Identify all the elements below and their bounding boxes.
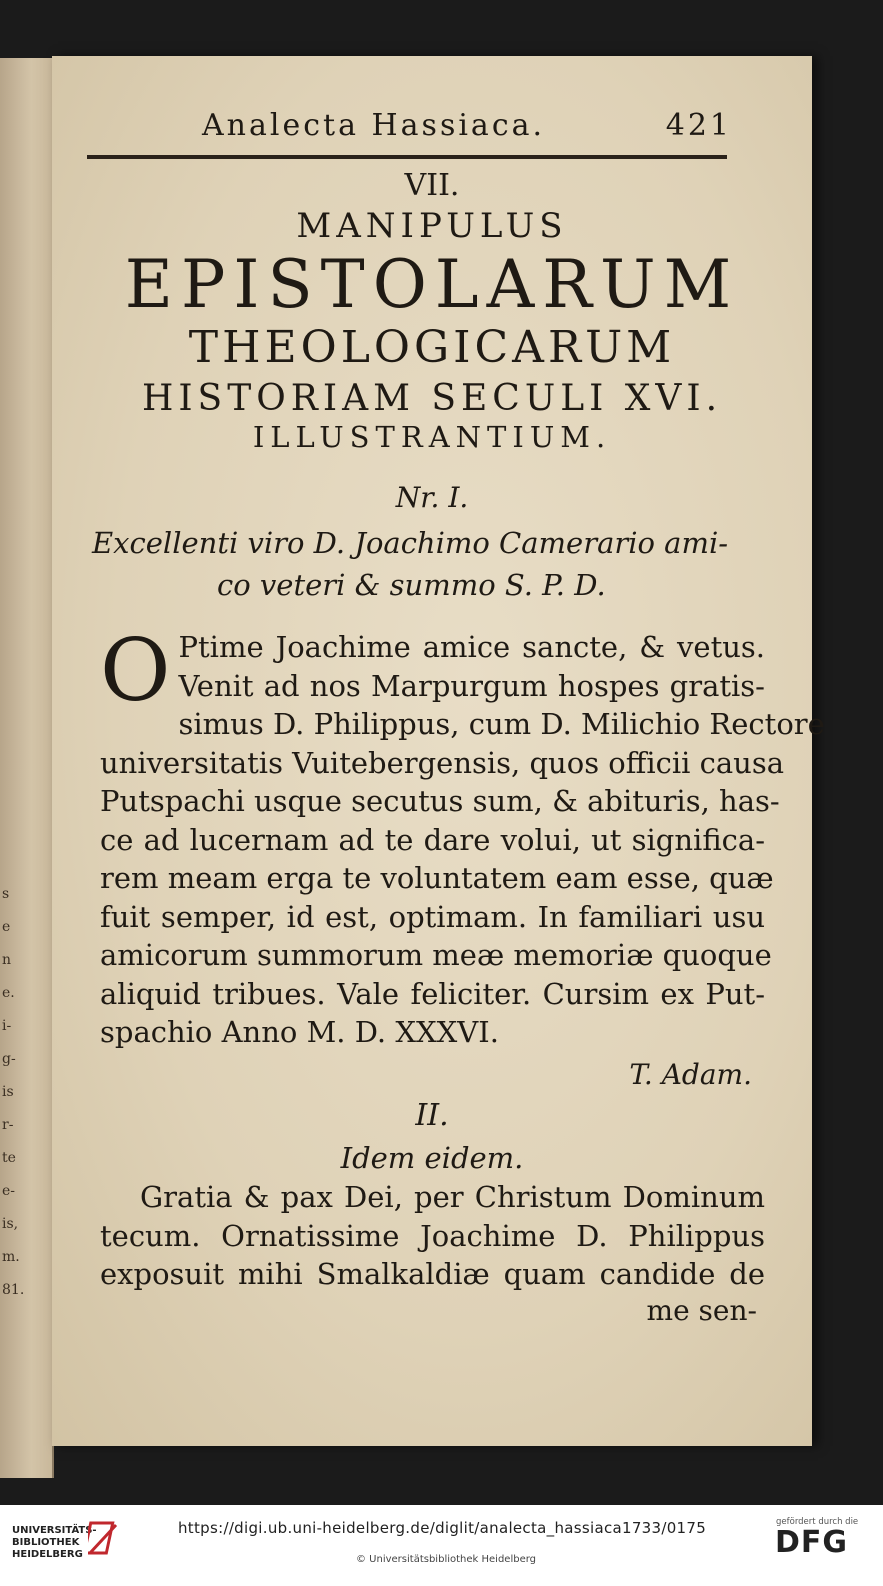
page-number: 421 bbox=[665, 108, 732, 143]
letter-2-body bbox=[100, 1178, 765, 1294]
fragment: m. bbox=[2, 1249, 20, 1265]
text-line: tecum. Ornatissime Joachime D. Philippus bbox=[100, 1218, 765, 1253]
catchword: me sen- bbox=[646, 1294, 757, 1327]
text-line: amicorum summorum meæ memoriæ quoque bbox=[100, 938, 772, 972]
fragment: i- bbox=[2, 1018, 12, 1034]
text-line: simus D. Philippus, cum D. Milichio Rectore bbox=[178, 707, 825, 741]
drop-cap: O bbox=[100, 621, 171, 721]
letter-address-line-2: co veteri & summo S. P. D. bbox=[217, 568, 606, 602]
funding-label: gefördert durch die bbox=[776, 1517, 859, 1527]
title-line-2: EPISTOLARUM bbox=[124, 246, 740, 323]
library-name-line: HEIDELBERG bbox=[12, 1549, 83, 1560]
fragment: e- bbox=[2, 1183, 16, 1199]
fragment: r- bbox=[2, 1117, 14, 1133]
dfg-logo[interactable]: DFG bbox=[775, 1525, 849, 1560]
text-line: rem meam erga te voluntatem eam esse, quæ bbox=[100, 861, 774, 895]
title-line-1: MANIPULUS bbox=[296, 206, 568, 246]
permalink-url[interactable]: https://digi.ub.uni-heidelberg.de/diglit/analecta_hassiaca1733/0175 bbox=[178, 1519, 707, 1537]
library-name-line: UNIVERSITÄTS- bbox=[12, 1525, 97, 1536]
fragment: is, bbox=[2, 1216, 19, 1232]
title-line-4: HISTORIAM SECULI XVI. bbox=[141, 378, 723, 419]
title-line-5: ILLUSTRANTIUM. bbox=[252, 420, 612, 454]
text-line: ce ad lucernam ad te dare volui, ut significa- bbox=[100, 822, 765, 857]
text-line: Venit ad nos Marpurgum hospes gratis- bbox=[178, 668, 765, 703]
library-name-line: BIBLIOTHEK bbox=[12, 1537, 80, 1548]
letter-address-2: Idem eidem. bbox=[340, 1141, 524, 1175]
fragment: e bbox=[2, 919, 11, 935]
fragment: e. bbox=[2, 985, 15, 1001]
text-line: Gratia & pax Dei, per Christum Dominum bbox=[140, 1180, 765, 1214]
fragment: s bbox=[2, 886, 10, 902]
letter-number-1: Nr. I. bbox=[395, 481, 469, 514]
previous-page-edge bbox=[0, 58, 54, 1478]
library-logo-icon bbox=[88, 1517, 120, 1561]
footer-bar bbox=[0, 1505, 883, 1586]
fragment: g- bbox=[2, 1051, 16, 1067]
letter-address-line-1: Excellenti viro D. Joachimo Camerario ami- bbox=[92, 526, 729, 560]
running-head bbox=[202, 108, 732, 148]
book-page bbox=[52, 56, 825, 1446]
header-rule bbox=[87, 155, 727, 159]
text-line: Putspachi usque secutus sum, & abituris, has- bbox=[100, 784, 780, 818]
copyright-notice: © Universitätsbibliothek Heidelberg bbox=[356, 1554, 537, 1565]
fragment: is bbox=[2, 1084, 14, 1100]
text-line: universitatis Vuitebergensis, quos officii causa bbox=[100, 745, 785, 780]
signature: T. Adam. bbox=[629, 1058, 752, 1091]
fragment: 81. bbox=[2, 1282, 25, 1298]
text-line: exposuit mihi Smalkaldiæ quam candide de bbox=[100, 1257, 765, 1291]
section-number: VII. bbox=[404, 168, 460, 203]
text-line: spachio Anno M. D. XXXVI. bbox=[100, 1015, 499, 1049]
text-line: fuit semper, id est, optimam. In familiari usu bbox=[100, 899, 765, 934]
running-title: Analecta Hassiaca. bbox=[202, 108, 546, 143]
fragment: te bbox=[2, 1150, 16, 1166]
previous-page-fragments bbox=[2, 878, 42, 1307]
letter-1-body bbox=[100, 621, 825, 1052]
text-line: Ptime Joachime amice sancte, & vetus. bbox=[178, 630, 765, 664]
fragment: n bbox=[2, 952, 12, 968]
letter-number-2: II. bbox=[415, 1098, 449, 1133]
library-logo-text[interactable] bbox=[12, 1525, 97, 1561]
text-line: aliquid tribues. Vale feliciter. Cursim ex Put- bbox=[100, 976, 765, 1011]
title-line-3: THEOLOGICARUM bbox=[188, 322, 676, 373]
